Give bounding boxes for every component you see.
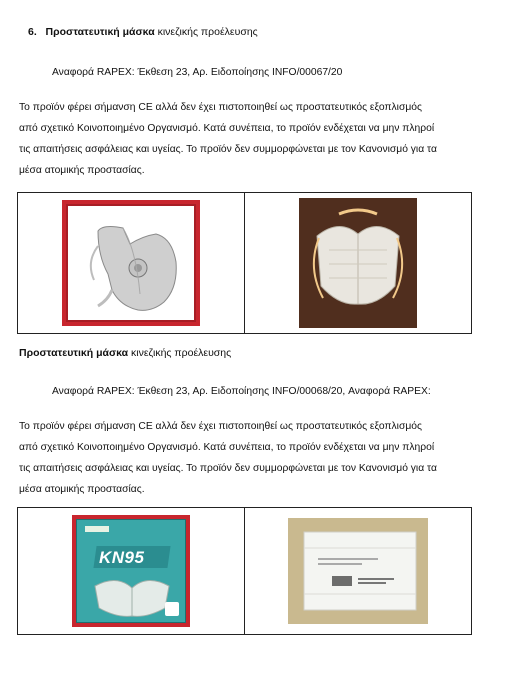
paragraph-line: Το προϊόν φέρει σήμανση CE αλλά δεν έχει πιστοποιηθεί ως προστατευτικός εξοπλισμός <box>19 421 422 432</box>
section-2-title-bold: Προστατευτική μάσκα <box>19 347 129 359</box>
section-2-title-rest: κινεζικής προέλευσης <box>128 347 232 359</box>
paragraph-line: από σχετικό Κοινοποιημένο Οργανισμό. Κατά συνέπεια, το προϊόν ενδέχεται να μην πληροί <box>19 442 435 453</box>
section-number: 6. <box>28 26 37 38</box>
mask-photo-2 <box>299 198 417 328</box>
image-cell-right <box>245 193 471 333</box>
product-image-table-1 <box>17 192 472 334</box>
paragraph-line: από σχετικό Κοινοποιημένο Οργανισμό. Κατά συνέπεια, το προϊόν ενδέχεται να μην πληροί <box>19 123 435 134</box>
paragraph-line: τις απαιτήσεις ασφάλειας και υγείας. Το προϊόν δεν συμμορφώνεται με τον Κανονισμό για τα <box>19 463 437 474</box>
paragraph-line: Το προϊόν φέρει σήμανση CE αλλά δεν έχει πιστοποιηθεί ως προστατευτικός εξοπλισμός <box>19 102 422 113</box>
section-1-paragraph <box>19 97 489 181</box>
image-cell-left <box>18 193 244 333</box>
product-image-table-2 <box>17 507 472 635</box>
section-2-reference: Αναφορά RAPEX: Έκθεση 23, Αρ. Ειδοποίησης INFO/00068/20, Αναφορά RAPEX: <box>52 386 431 397</box>
box-brand-label: KN95 <box>99 548 145 567</box>
section-1-heading <box>28 26 258 38</box>
image-cell-left <box>18 508 244 634</box>
mask-box-back-photo <box>288 518 428 624</box>
section-2-heading <box>19 347 231 359</box>
section-1-reference: Αναφορά RAPEX: Έκθεση 23, Αρ. Ειδοποίησης INFO/00067/20 <box>52 67 343 78</box>
section-1-title-rest: κινεζικής προέλευσης <box>154 26 258 38</box>
kn95-mask-illustration <box>68 206 194 320</box>
section-2-paragraph <box>19 416 489 500</box>
mask-box-photo <box>72 515 190 627</box>
paragraph-line: μέσα ατομικής προστασίας. <box>19 165 145 176</box>
paragraph-line: μέσα ατομικής προστασίας. <box>19 484 145 495</box>
mask-illustration-on-box <box>87 572 177 620</box>
image-cell-right <box>245 508 471 634</box>
mask-photo-1 <box>62 200 200 326</box>
paragraph-line: τις απαιτήσεις ασφάλειας και υγείας. Το προϊόν δεν συμμορφώνεται με τον Κανονισμό για τα <box>19 144 437 155</box>
section-1-title-bold: Προστατευτική μάσκα <box>45 26 155 38</box>
